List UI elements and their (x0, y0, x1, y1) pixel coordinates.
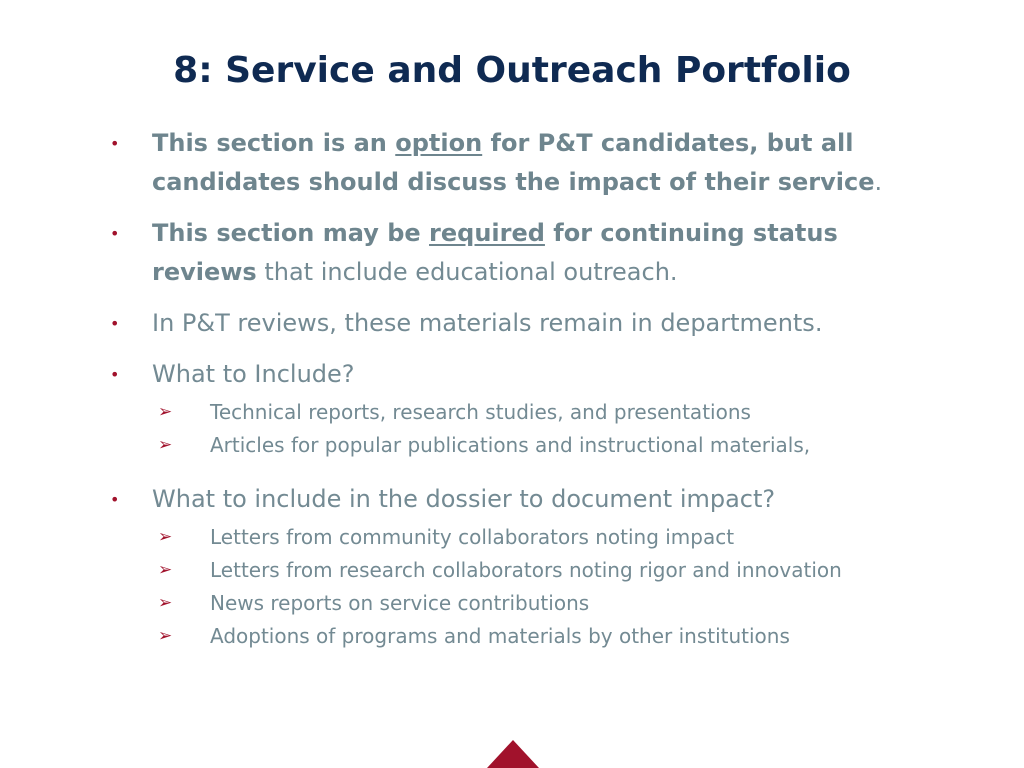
sub-bullet-item (152, 587, 948, 620)
up-triangle-icon (487, 740, 539, 768)
arrow-bullet-icon: ➢ (158, 560, 173, 580)
sub-bullet-item (152, 620, 948, 653)
bullet-text-bold: for P&T candidates, but all candidates should discuss the impact of their service (152, 129, 875, 196)
arrow-bullet-icon: ➢ (158, 626, 173, 646)
bullet-list (108, 124, 948, 653)
sub-bullet-list (152, 396, 948, 462)
sub-bullet-item (152, 396, 948, 429)
arrow-bullet-icon: ➢ (158, 402, 173, 422)
slide-title: 8: Service and Outreach Portfolio (173, 50, 851, 91)
bullet-text: What to include in the dossier to document impact? (152, 485, 776, 513)
sub-bullet-text: Technical reports, research studies, and presentations (210, 400, 751, 424)
sub-bullet-item (152, 429, 948, 462)
bullet-text-underlined: option (395, 129, 483, 157)
bullet-text-underlined: required (429, 219, 545, 247)
bullet-text: What to Include? (152, 360, 355, 388)
sub-bullet-list (152, 521, 948, 653)
sub-bullet-text: Letters from community collaborators noting impact (210, 525, 735, 549)
sub-bullet-text: Adoptions of programs and materials by other institutions (210, 624, 790, 648)
bullet-text: . (874, 168, 883, 196)
arrow-bullet-icon: ➢ (158, 593, 173, 613)
bullet-dot-icon: • (110, 490, 120, 509)
bullet-item (108, 480, 948, 653)
bullet-dot-icon: • (110, 224, 120, 243)
sub-bullet-text: Articles for popular publications and instructional materials, (210, 433, 811, 457)
bullet-text-bold: This section may be (152, 219, 430, 247)
bullet-text: that include educational outreach. (256, 258, 678, 286)
sub-bullet-text: Letters from research collaborators noting rigor and innovation (210, 558, 842, 582)
sub-bullet-item (152, 554, 948, 587)
sub-bullet-item (152, 521, 948, 554)
bullet-dot-icon: • (110, 134, 120, 153)
bullet-item (108, 355, 948, 462)
bullet-item (108, 304, 948, 343)
bullet-dot-icon: • (110, 314, 120, 333)
bullet-item (108, 124, 948, 202)
bullet-item (108, 214, 948, 292)
arrow-bullet-icon: ➢ (158, 435, 173, 455)
bullet-text-bold: This section is an (152, 129, 396, 157)
arrow-bullet-icon: ➢ (158, 527, 173, 547)
bullet-text-bold: for continuing status reviews (152, 219, 838, 286)
bullet-text: In P&T reviews, these materials remain in departments. (152, 309, 823, 337)
bullet-dot-icon: • (110, 365, 120, 384)
sub-bullet-text: News reports on service contributions (210, 591, 590, 615)
